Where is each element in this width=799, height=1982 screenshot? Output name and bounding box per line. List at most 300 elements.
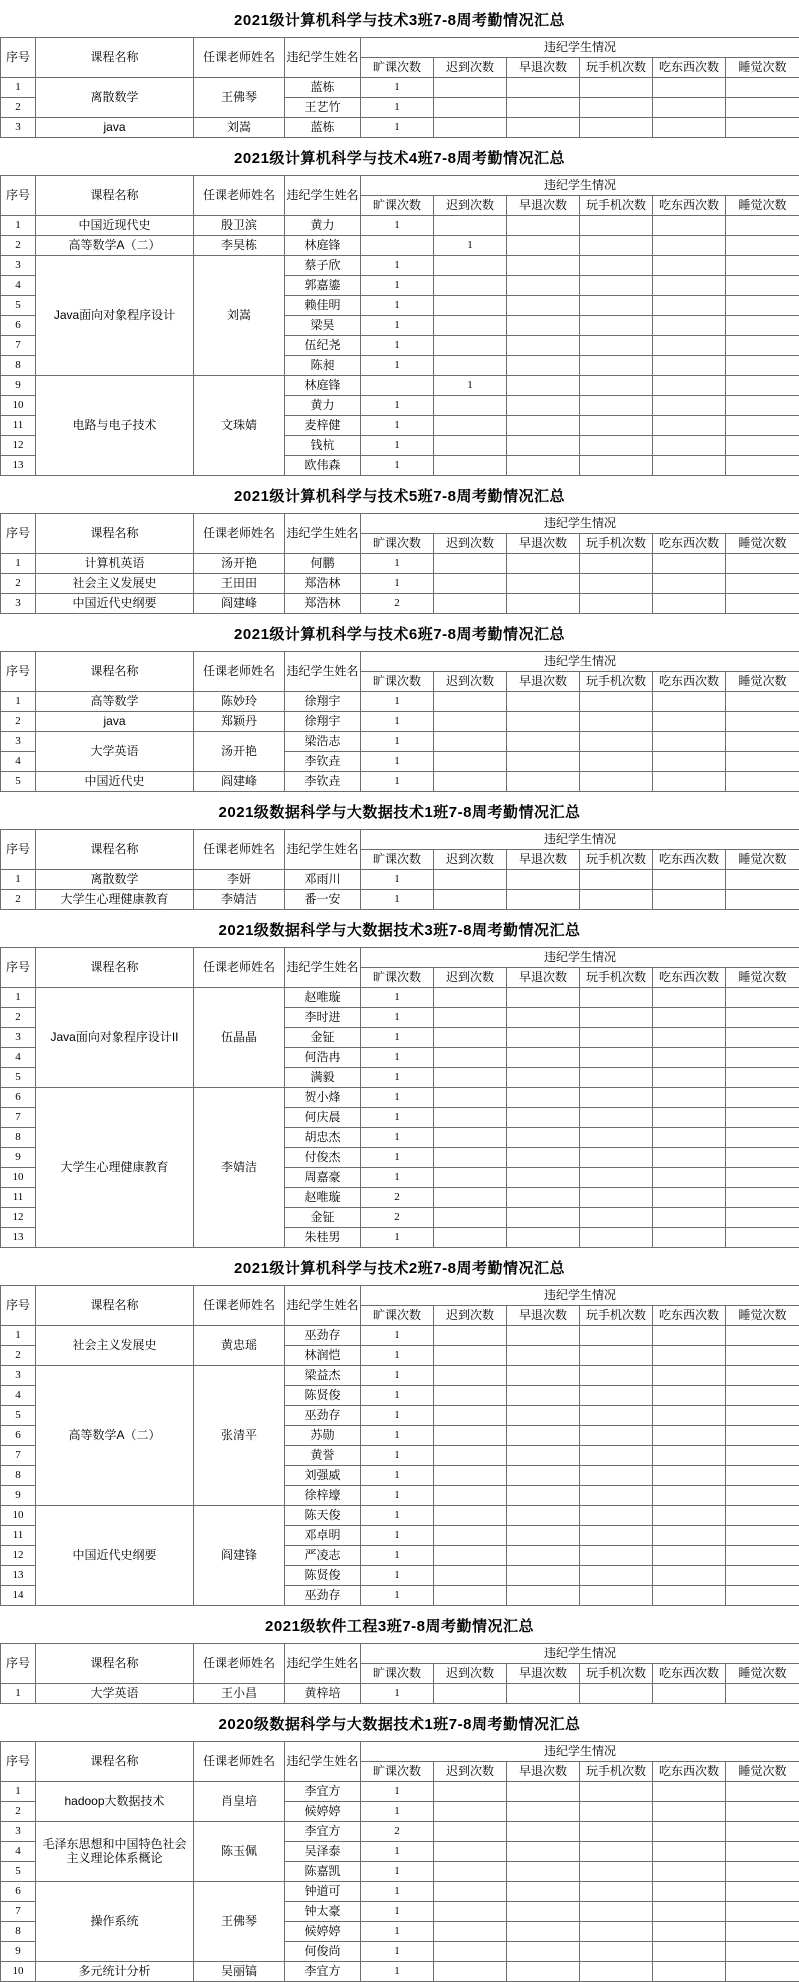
cell-seq: 3 <box>1 256 36 276</box>
header-violation-sub-1: 迟到次数 <box>434 1762 507 1782</box>
cell-count-leave-early <box>507 1802 580 1822</box>
cell-student: 钟道可 <box>285 1882 361 1902</box>
cell-count-eating <box>653 1128 726 1148</box>
cell-student: 林润恺 <box>285 1346 361 1366</box>
cell-count-sleeping <box>726 1128 799 1148</box>
cell-student: 何浩冉 <box>285 1048 361 1068</box>
cell-count-late <box>434 1466 507 1486</box>
header-violation-sub-4: 吃东西次数 <box>653 968 726 988</box>
cell-count-eating <box>653 988 726 1008</box>
cell-count-absent: 1 <box>361 216 434 236</box>
header-violation-sub-2: 早退次数 <box>507 672 580 692</box>
cell-count-leave-early <box>507 276 580 296</box>
cell-count-leave-early <box>507 574 580 594</box>
cell-count-late <box>434 1684 507 1704</box>
cell-course: 高等数学A（二） <box>36 1366 194 1506</box>
cell-count-phone <box>580 772 653 792</box>
cell-count-phone <box>580 1486 653 1506</box>
cell-count-phone <box>580 870 653 890</box>
cell-seq: 9 <box>1 1942 36 1962</box>
header-student: 违纪学生姓名 <box>285 652 361 692</box>
cell-count-late <box>434 574 507 594</box>
cell-count-eating <box>653 1386 726 1406</box>
cell-count-leave-early <box>507 316 580 336</box>
cell-student: 郑浩林 <box>285 594 361 614</box>
cell-teacher: 王佛琴 <box>194 1882 285 1962</box>
cell-count-sleeping <box>726 78 799 98</box>
cell-student: 刘强威 <box>285 1466 361 1486</box>
cell-count-leave-early <box>507 1586 580 1606</box>
attendance-table <box>0 829 799 910</box>
cell-count-absent: 1 <box>361 1168 434 1188</box>
cell-count-sleeping <box>726 1506 799 1526</box>
cell-student: 黄力 <box>285 216 361 236</box>
cell-student: 钟太豪 <box>285 1902 361 1922</box>
cell-count-leave-early <box>507 376 580 396</box>
cell-student: 赵唯璇 <box>285 988 361 1008</box>
cell-count-late <box>434 692 507 712</box>
cell-count-phone <box>580 988 653 1008</box>
cell-count-sleeping <box>726 1346 799 1366</box>
header-row-1 <box>1 652 799 672</box>
header-violation-sub-2: 早退次数 <box>507 1306 580 1326</box>
cell-count-absent: 1 <box>361 1088 434 1108</box>
attendance-table <box>0 513 799 614</box>
cell-count-leave-early <box>507 356 580 376</box>
cell-count-sleeping <box>726 988 799 1008</box>
cell-count-late <box>434 1088 507 1108</box>
cell-teacher: 伍晶晶 <box>194 988 285 1088</box>
cell-student: 何鹏 <box>285 554 361 574</box>
attendance-report <box>0 9 799 1982</box>
cell-count-absent: 1 <box>361 356 434 376</box>
cell-count-late <box>434 436 507 456</box>
cell-course: 离散数学 <box>36 870 194 890</box>
cell-count-late <box>434 1208 507 1228</box>
cell-count-eating <box>653 1506 726 1526</box>
cell-seq: 5 <box>1 296 36 316</box>
cell-count-eating <box>653 1168 726 1188</box>
cell-count-late <box>434 276 507 296</box>
cell-count-late <box>434 1228 507 1248</box>
cell-count-late <box>434 1962 507 1982</box>
cell-student: 李钦垚 <box>285 772 361 792</box>
cell-student: 贺小烽 <box>285 1088 361 1108</box>
cell-count-phone <box>580 1088 653 1108</box>
cell-count-absent: 1 <box>361 1684 434 1704</box>
cell-seq: 3 <box>1 1028 36 1048</box>
cell-count-eating <box>653 1048 726 1068</box>
table-row <box>1 1822 799 1842</box>
cell-student: 邓卓明 <box>285 1526 361 1546</box>
header-violation-sub-3: 玩手机次数 <box>580 534 653 554</box>
cell-count-sleeping <box>726 1228 799 1248</box>
table-row <box>1 1506 799 1526</box>
cell-count-eating <box>653 1942 726 1962</box>
cell-seq: 2 <box>1 236 36 256</box>
cell-count-late <box>434 316 507 336</box>
cell-count-eating <box>653 436 726 456</box>
cell-count-sleeping <box>726 712 799 732</box>
header-violation-sub-4: 吃东西次数 <box>653 850 726 870</box>
cell-count-sleeping <box>726 752 799 772</box>
table-row <box>1 118 799 138</box>
cell-count-eating <box>653 118 726 138</box>
cell-count-phone <box>580 1446 653 1466</box>
cell-count-late <box>434 416 507 436</box>
cell-count-eating <box>653 276 726 296</box>
cell-student: 李宜方 <box>285 1782 361 1802</box>
cell-count-absent: 1 <box>361 98 434 118</box>
cell-count-late <box>434 1386 507 1406</box>
cell-course: 离散数学 <box>36 78 194 118</box>
cell-teacher: 李昊栋 <box>194 236 285 256</box>
cell-count-absent: 1 <box>361 1108 434 1128</box>
cell-teacher: 陈玉佩 <box>194 1822 285 1882</box>
cell-count-eating <box>653 712 726 732</box>
cell-course: java <box>36 118 194 138</box>
cell-count-late <box>434 1566 507 1586</box>
header-student: 违纪学生姓名 <box>285 1742 361 1782</box>
cell-count-absent: 1 <box>361 456 434 476</box>
cell-count-eating <box>653 1406 726 1426</box>
cell-student: 金钲 <box>285 1208 361 1228</box>
header-seq: 序号 <box>1 948 36 988</box>
cell-count-late: 1 <box>434 376 507 396</box>
cell-count-sleeping <box>726 1526 799 1546</box>
cell-count-eating <box>653 1782 726 1802</box>
cell-count-sleeping <box>726 1446 799 1466</box>
cell-student: 梁浩志 <box>285 732 361 752</box>
cell-seq: 4 <box>1 1386 36 1406</box>
header-seq: 序号 <box>1 1286 36 1326</box>
cell-count-absent: 1 <box>361 870 434 890</box>
cell-course: 计算机英语 <box>36 554 194 574</box>
cell-count-phone <box>580 456 653 476</box>
cell-course: java <box>36 712 194 732</box>
cell-count-eating <box>653 356 726 376</box>
header-teacher: 任课老师姓名 <box>194 38 285 78</box>
cell-count-late <box>434 118 507 138</box>
cell-course: 中国近代史 <box>36 772 194 792</box>
cell-count-eating <box>653 256 726 276</box>
cell-seq: 12 <box>1 1546 36 1566</box>
cell-count-sleeping <box>726 772 799 792</box>
cell-count-leave-early <box>507 1526 580 1546</box>
cell-seq: 5 <box>1 772 36 792</box>
header-violation-group: 违纪学生情况 <box>361 1286 799 1306</box>
cell-count-absent: 1 <box>361 1426 434 1446</box>
cell-course: 毛泽东思想和中国特色社会主义理论体系概论 <box>36 1822 194 1882</box>
header-violation-sub-2: 早退次数 <box>507 196 580 216</box>
cell-count-late <box>434 1028 507 1048</box>
cell-seq: 8 <box>1 356 36 376</box>
cell-count-phone <box>580 1108 653 1128</box>
header-violation-group: 违纪学生情况 <box>361 176 799 196</box>
cell-count-absent: 2 <box>361 1208 434 1228</box>
cell-count-late <box>434 988 507 1008</box>
cell-count-leave-early <box>507 732 580 752</box>
cell-count-sleeping <box>726 554 799 574</box>
cell-seq: 9 <box>1 1148 36 1168</box>
attendance-table <box>0 175 799 476</box>
cell-course: 大学英语 <box>36 1684 194 1704</box>
header-course: 课程名称 <box>36 1286 194 1326</box>
header-row-1 <box>1 948 799 968</box>
cell-count-absent: 1 <box>361 890 434 910</box>
cell-count-absent: 1 <box>361 1862 434 1882</box>
cell-count-eating <box>653 1008 726 1028</box>
table-row <box>1 256 799 276</box>
cell-teacher: 汤开艳 <box>194 554 285 574</box>
header-violation-group: 违纪学生情况 <box>361 652 799 672</box>
cell-teacher: 文珠婧 <box>194 376 285 476</box>
header-violation-sub-0: 旷课次数 <box>361 1306 434 1326</box>
cell-count-phone <box>580 1922 653 1942</box>
cell-count-sleeping <box>726 594 799 614</box>
cell-seq: 4 <box>1 752 36 772</box>
cell-count-phone <box>580 1168 653 1188</box>
cell-count-phone <box>580 1546 653 1566</box>
table-title: 2020级数据科学与大数据技术1班7-8周考勤情况汇总 <box>0 1713 799 1734</box>
cell-count-eating <box>653 78 726 98</box>
cell-count-phone <box>580 1962 653 1982</box>
cell-student: 何俊尚 <box>285 1942 361 1962</box>
cell-count-late <box>434 78 507 98</box>
table-row <box>1 1088 799 1108</box>
cell-count-absent: 1 <box>361 772 434 792</box>
cell-seq: 1 <box>1 78 36 98</box>
cell-count-eating <box>653 1148 726 1168</box>
cell-course: 社会主义发展史 <box>36 574 194 594</box>
cell-count-phone <box>580 78 653 98</box>
header-violation-sub-4: 吃东西次数 <box>653 1762 726 1782</box>
cell-count-absent: 1 <box>361 296 434 316</box>
cell-count-absent: 1 <box>361 1962 434 1982</box>
header-violation-sub-3: 玩手机次数 <box>580 850 653 870</box>
cell-count-phone <box>580 1028 653 1048</box>
cell-count-phone <box>580 712 653 732</box>
cell-course: 大学生心理健康教育 <box>36 890 194 910</box>
header-row-1 <box>1 176 799 196</box>
cell-count-sleeping <box>726 118 799 138</box>
cell-count-late <box>434 1168 507 1188</box>
cell-count-absent: 1 <box>361 1842 434 1862</box>
header-violation-group: 违纪学生情况 <box>361 1742 799 1762</box>
cell-student: 钱杭 <box>285 436 361 456</box>
cell-count-eating <box>653 396 726 416</box>
cell-count-late <box>434 456 507 476</box>
cell-count-sleeping <box>726 1188 799 1208</box>
cell-count-eating <box>653 554 726 574</box>
cell-count-late <box>434 296 507 316</box>
cell-student: 黄力 <box>285 396 361 416</box>
cell-count-sleeping <box>726 574 799 594</box>
cell-student: 苏勋 <box>285 1426 361 1446</box>
cell-seq: 1 <box>1 216 36 236</box>
cell-student: 徐梓壕 <box>285 1486 361 1506</box>
cell-count-phone <box>580 1566 653 1586</box>
cell-count-leave-early <box>507 1466 580 1486</box>
cell-student: 黄誉 <box>285 1446 361 1466</box>
cell-count-eating <box>653 1862 726 1882</box>
cell-count-eating <box>653 772 726 792</box>
cell-count-leave-early <box>507 336 580 356</box>
cell-seq: 14 <box>1 1586 36 1606</box>
cell-count-absent: 1 <box>361 1386 434 1406</box>
header-student: 违纪学生姓名 <box>285 38 361 78</box>
cell-count-sleeping <box>726 256 799 276</box>
header-violation-sub-5: 睡觉次数 <box>726 1664 799 1684</box>
header-violation-sub-3: 玩手机次数 <box>580 58 653 78</box>
table-row <box>1 594 799 614</box>
cell-student: 胡忠杰 <box>285 1128 361 1148</box>
cell-count-absent: 1 <box>361 712 434 732</box>
cell-count-eating <box>653 870 726 890</box>
cell-count-late <box>434 712 507 732</box>
cell-course: hadoop大数据技术 <box>36 1782 194 1822</box>
cell-student: 赵唯璇 <box>285 1188 361 1208</box>
cell-student: 蓝栋 <box>285 78 361 98</box>
header-row-1 <box>1 830 799 850</box>
cell-count-leave-early <box>507 1386 580 1406</box>
cell-count-absent: 2 <box>361 1188 434 1208</box>
cell-seq: 1 <box>1 1684 36 1704</box>
cell-count-absent: 1 <box>361 416 434 436</box>
header-violation-sub-1: 迟到次数 <box>434 1664 507 1684</box>
header-violation-sub-4: 吃东西次数 <box>653 534 726 554</box>
cell-count-late: 1 <box>434 236 507 256</box>
header-course: 课程名称 <box>36 176 194 216</box>
cell-count-leave-early <box>507 1684 580 1704</box>
table-row <box>1 988 799 1008</box>
cell-seq: 7 <box>1 1446 36 1466</box>
table-row <box>1 574 799 594</box>
header-violation-sub-5: 睡觉次数 <box>726 1762 799 1782</box>
cell-count-phone <box>580 256 653 276</box>
cell-count-phone <box>580 890 653 910</box>
cell-seq: 1 <box>1 554 36 574</box>
header-violation-sub-0: 旷课次数 <box>361 672 434 692</box>
cell-seq: 6 <box>1 316 36 336</box>
header-violation-sub-4: 吃东西次数 <box>653 1306 726 1326</box>
cell-count-phone <box>580 1882 653 1902</box>
cell-count-phone <box>580 1406 653 1426</box>
header-violation-sub-3: 玩手机次数 <box>580 1762 653 1782</box>
header-violation-sub-0: 旷课次数 <box>361 196 434 216</box>
cell-student: 陈嘉凯 <box>285 1862 361 1882</box>
cell-teacher: 李婧洁 <box>194 1088 285 1248</box>
cell-course: 中国近现代史 <box>36 216 194 236</box>
cell-count-late <box>434 554 507 574</box>
cell-count-eating <box>653 1486 726 1506</box>
cell-student: 候婷婷 <box>285 1922 361 1942</box>
header-seq: 序号 <box>1 1742 36 1782</box>
cell-count-absent: 1 <box>361 1048 434 1068</box>
cell-count-absent <box>361 236 434 256</box>
cell-count-leave-early <box>507 1842 580 1862</box>
header-row-1 <box>1 1742 799 1762</box>
cell-count-late <box>434 1068 507 1088</box>
cell-count-absent: 1 <box>361 1506 434 1526</box>
cell-count-absent: 1 <box>361 1148 434 1168</box>
cell-count-eating <box>653 1902 726 1922</box>
cell-student: 陈贤俊 <box>285 1566 361 1586</box>
cell-count-phone <box>580 1346 653 1366</box>
cell-count-phone <box>580 216 653 236</box>
cell-count-late <box>434 336 507 356</box>
table-title: 2021级数据科学与大数据技术1班7-8周考勤情况汇总 <box>0 801 799 822</box>
header-violation-sub-5: 睡觉次数 <box>726 534 799 554</box>
cell-count-phone <box>580 98 653 118</box>
cell-count-late <box>434 1326 507 1346</box>
cell-student: 李钦垚 <box>285 752 361 772</box>
cell-count-sleeping <box>726 316 799 336</box>
cell-count-eating <box>653 1366 726 1386</box>
cell-count-absent: 1 <box>361 554 434 574</box>
cell-count-sleeping <box>726 1208 799 1228</box>
cell-count-late <box>434 1782 507 1802</box>
cell-count-leave-early <box>507 436 580 456</box>
cell-count-sleeping <box>726 1566 799 1586</box>
cell-count-phone <box>580 1782 653 1802</box>
cell-count-eating <box>653 1822 726 1842</box>
cell-count-eating <box>653 336 726 356</box>
header-seq: 序号 <box>1 1644 36 1684</box>
cell-teacher: 阎建峰 <box>194 594 285 614</box>
cell-count-leave-early <box>507 1406 580 1426</box>
cell-count-phone <box>580 1822 653 1842</box>
cell-teacher: 肖皇培 <box>194 1782 285 1822</box>
cell-student: 陈天俊 <box>285 1506 361 1526</box>
header-row-1 <box>1 1644 799 1664</box>
header-row-1 <box>1 38 799 58</box>
header-violation-sub-1: 迟到次数 <box>434 968 507 988</box>
cell-count-eating <box>653 1546 726 1566</box>
cell-count-absent: 1 <box>361 1882 434 1902</box>
cell-count-phone <box>580 276 653 296</box>
cell-count-eating <box>653 1326 726 1346</box>
cell-count-late <box>434 1802 507 1822</box>
cell-count-sleeping <box>726 376 799 396</box>
cell-count-absent: 1 <box>361 1366 434 1386</box>
cell-count-leave-early <box>507 416 580 436</box>
cell-count-sleeping <box>726 1882 799 1902</box>
cell-count-absent: 1 <box>361 1028 434 1048</box>
cell-course: 社会主义发展史 <box>36 1326 194 1366</box>
cell-student: 金钲 <box>285 1028 361 1048</box>
cell-count-sleeping <box>726 732 799 752</box>
header-seq: 序号 <box>1 514 36 554</box>
cell-count-leave-early <box>507 1366 580 1386</box>
cell-seq: 5 <box>1 1068 36 1088</box>
cell-count-sleeping <box>726 1168 799 1188</box>
header-violation-sub-2: 早退次数 <box>507 1664 580 1684</box>
cell-count-eating <box>653 1566 726 1586</box>
cell-teacher: 王佛琴 <box>194 78 285 118</box>
table-row <box>1 772 799 792</box>
header-seq: 序号 <box>1 652 36 692</box>
cell-count-absent: 1 <box>361 1526 434 1546</box>
cell-count-sleeping <box>726 1048 799 1068</box>
table-row <box>1 376 799 396</box>
cell-count-absent: 2 <box>361 594 434 614</box>
cell-count-eating <box>653 1208 726 1228</box>
cell-seq: 1 <box>1 692 36 712</box>
cell-count-leave-early <box>507 1862 580 1882</box>
cell-count-late <box>434 1108 507 1128</box>
header-teacher: 任课老师姓名 <box>194 514 285 554</box>
